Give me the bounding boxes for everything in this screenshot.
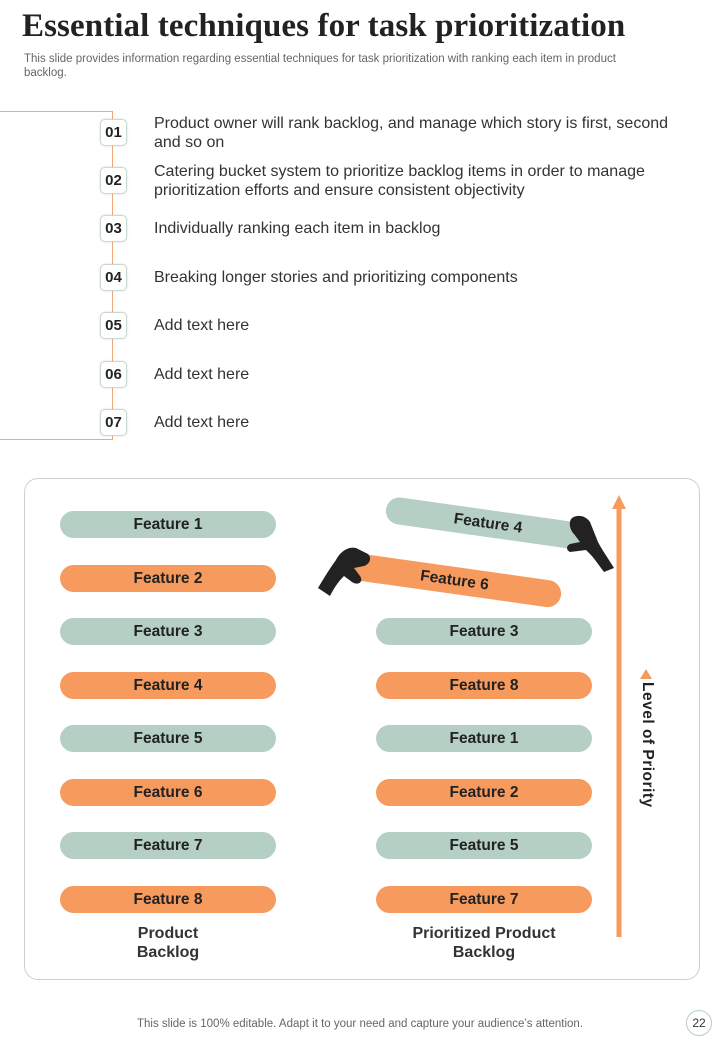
page-title: Essential techniques for task prioritization <box>22 8 626 44</box>
prioritized-item: Feature 1 <box>376 725 592 752</box>
footer-note: This slide is 100% editable. Adapt it to your need and capture your audience’s attention. <box>136 1018 584 1030</box>
moving-feature-4: Feature 4 <box>384 496 592 551</box>
step-text-06: Add text here <box>154 366 250 383</box>
backlog-item: Feature 6 <box>60 779 276 806</box>
backlog-item: Feature 2 <box>60 565 276 592</box>
steps-bracket <box>0 111 113 440</box>
prioritized-item: Feature 7 <box>376 886 592 913</box>
prioritized-backlog-label <box>394 924 574 962</box>
backlog-item: Feature 8 <box>60 886 276 913</box>
product-backlog-label-line1: Product <box>137 925 199 942</box>
step-number-02: 02 <box>100 167 127 194</box>
backlog-item: Feature 7 <box>60 832 276 859</box>
step-number-03: 03 <box>100 215 127 242</box>
hand-left-icon <box>314 544 372 598</box>
page-subtitle: This slide provides information regarding essential techniques for task prioritization with ranking each item in product backlog. <box>24 53 616 79</box>
prioritized-item: Feature 5 <box>376 832 592 859</box>
backlog-item: Feature 3 <box>60 618 276 645</box>
step-number-05: 05 <box>100 312 127 339</box>
step-text-04: Breaking longer stories and prioritizing components <box>154 269 518 286</box>
step-number-04: 04 <box>100 264 127 291</box>
step-text-07: Add text here <box>154 414 250 431</box>
step-number-07: 07 <box>100 409 127 436</box>
step-number-06: 06 <box>100 361 127 388</box>
prioritized-item: Feature 3 <box>376 618 592 645</box>
step-text-05: Add text here <box>154 317 250 334</box>
moving-feature-6: Feature 6 <box>346 552 563 609</box>
step-text-02: Catering bucket system to prioritize backlog items in order to manage prioritization efforts and ensure consistent objectivity <box>154 163 645 199</box>
prioritized-item: Feature 2 <box>376 779 592 806</box>
step-number-01: 01 <box>100 119 127 146</box>
priority-triangle-icon <box>640 669 652 679</box>
backlog-item: Feature 5 <box>60 725 276 752</box>
prioritized-backlog-label-line1: Prioritized Product <box>412 925 556 942</box>
product-backlog-label-line2: Backlog <box>136 944 200 961</box>
priority-axis-label: Level of Priority <box>639 682 656 808</box>
backlog-item: Feature 1 <box>60 511 276 538</box>
page-number: 22 <box>686 1010 712 1036</box>
priority-arrow-icon <box>606 495 632 940</box>
backlog-item: Feature 4 <box>60 672 276 699</box>
product-backlog-label <box>98 924 238 962</box>
prioritized-item: Feature 8 <box>376 672 592 699</box>
step-text-01: Product owner will rank backlog, and manage which story is first, second and so on <box>154 115 669 151</box>
prioritized-backlog-label-line2: Backlog <box>452 944 516 961</box>
step-text-03: Individually ranking each item in backlog <box>154 220 441 237</box>
